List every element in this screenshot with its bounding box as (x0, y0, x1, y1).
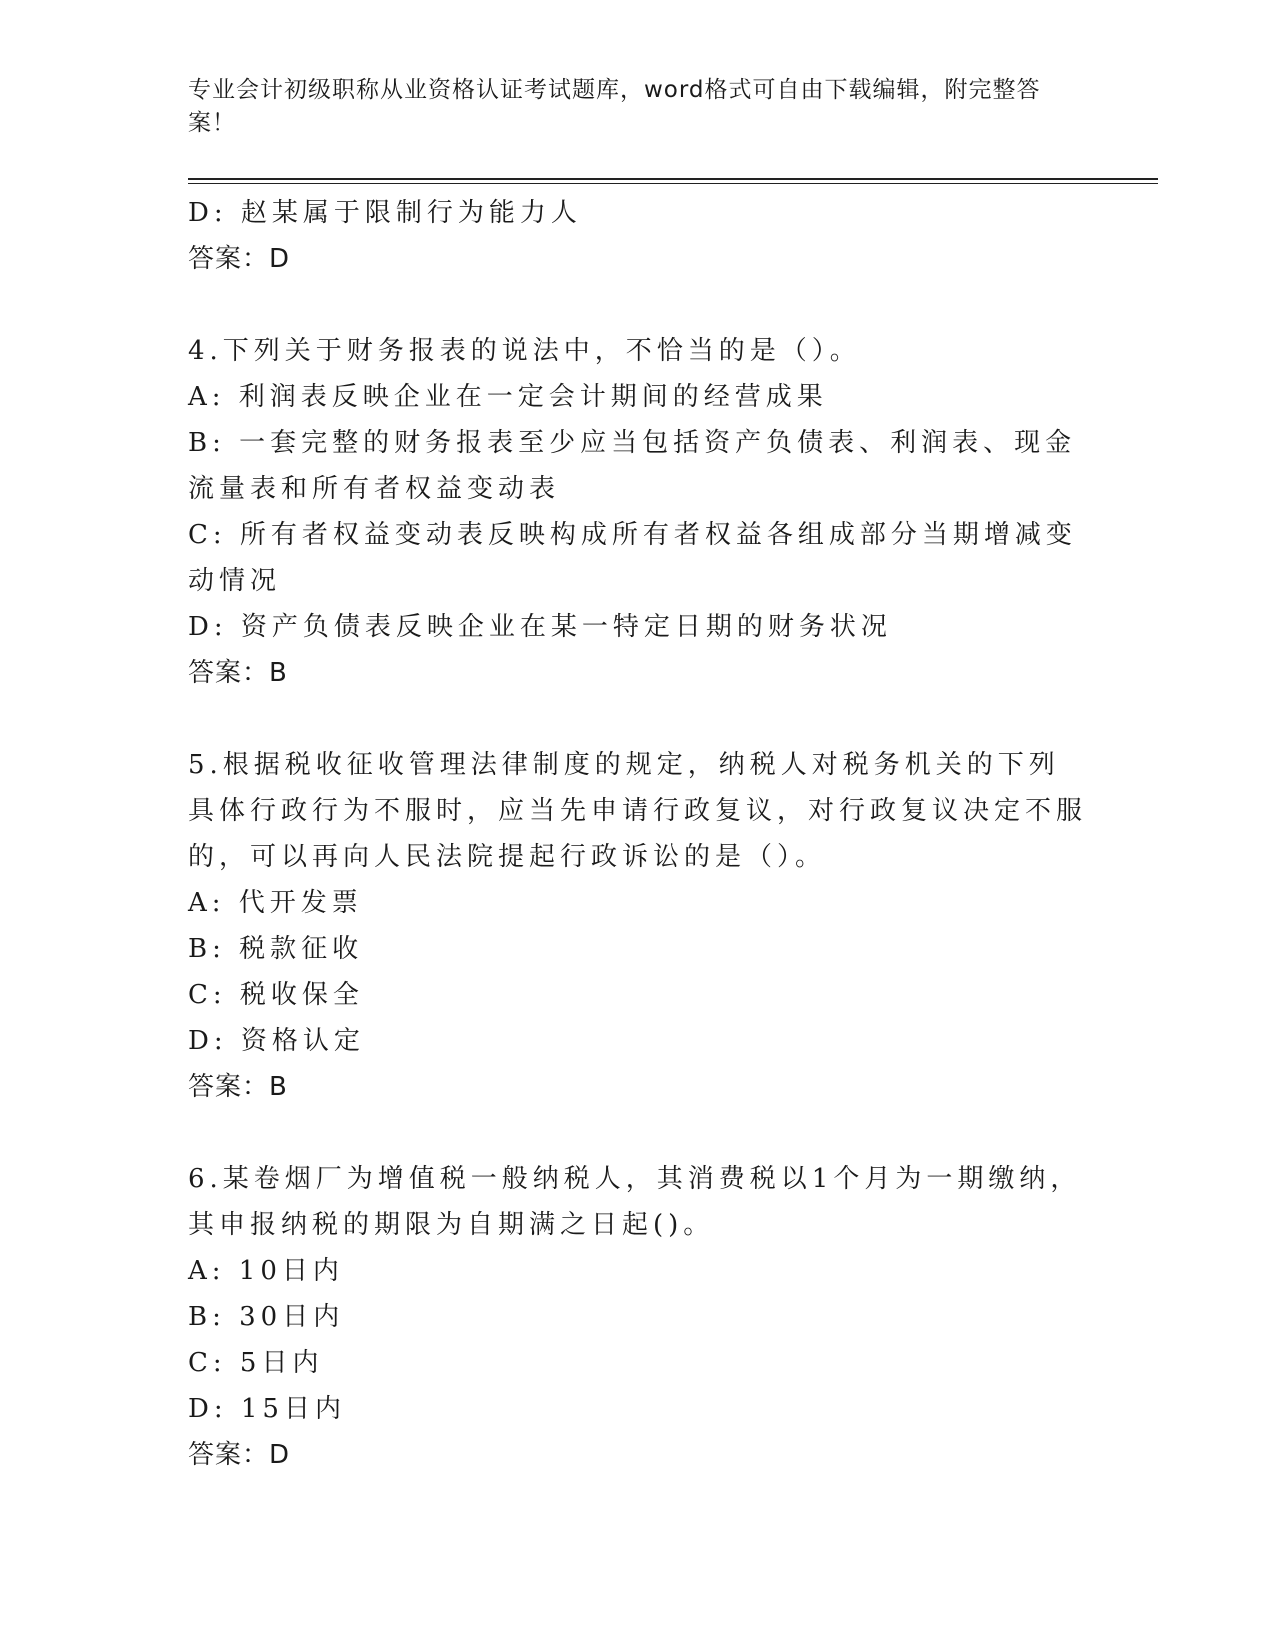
option-line: B: 一套完整的财务报表至少应当包括资产负债表、利润表、现金流量表和所有者权益变动表 (188, 428, 1077, 504)
block-gap (188, 1110, 1088, 1156)
question-list (188, 190, 1088, 1478)
header-rule-thin (188, 183, 1158, 184)
option-line: B: 30日内 (188, 1302, 345, 1332)
answer-line: 答案：B (188, 1072, 288, 1102)
option-line: D: 资产负债表反映企业在某一特定日期的财务状况 (188, 612, 892, 642)
answer-line: 答案：D (188, 1440, 291, 1470)
option-line: C: 5日内 (188, 1348, 324, 1378)
option-line: B: 税款征收 (188, 934, 364, 964)
option-line: C: 税收保全 (188, 980, 364, 1010)
header-rule-thick (188, 178, 1158, 180)
option-line: C: 所有者权益变动表反映构成所有者权益各组成部分当期增减变动情况 (188, 520, 1077, 596)
question-stem: 4.下列关于财务报表的说法中，不恰当的是（）。 (188, 336, 861, 366)
answer-line: 答案：D (188, 244, 291, 274)
block-gap (188, 696, 1088, 742)
option-line: D: 赵某属于限制行为能力人 (188, 198, 582, 228)
option-line: A: 代开发票 (188, 888, 363, 918)
page-header: 专业会计初级职称从业资格认证考试题库，word格式可自由下载编辑，附完整答案！ (188, 77, 1041, 136)
option-line: A: 10日内 (188, 1256, 344, 1286)
option-line: D: 15日内 (188, 1394, 346, 1424)
answer-line: 答案：B (188, 658, 288, 688)
question-stem: 5.根据税收征收管理法律制度的规定，纳税人对税务机关的下列具体行政行为不服时，应当先申请行政复议，对行政复议决定不服的，可以再向人民法院提起行政诉讼的是（）。 (188, 750, 1088, 872)
question-stem: 6.某卷烟厂为增值税一般纳税人，其消费税以1个月为一期缴纳，其申报纳税的期限为自期满之日起()。 (188, 1164, 1082, 1240)
block-gap (188, 282, 1088, 328)
option-line: A: 利润表反映企业在一定会计期间的经营成果 (188, 382, 828, 412)
option-line: D: 资格认定 (188, 1026, 365, 1056)
